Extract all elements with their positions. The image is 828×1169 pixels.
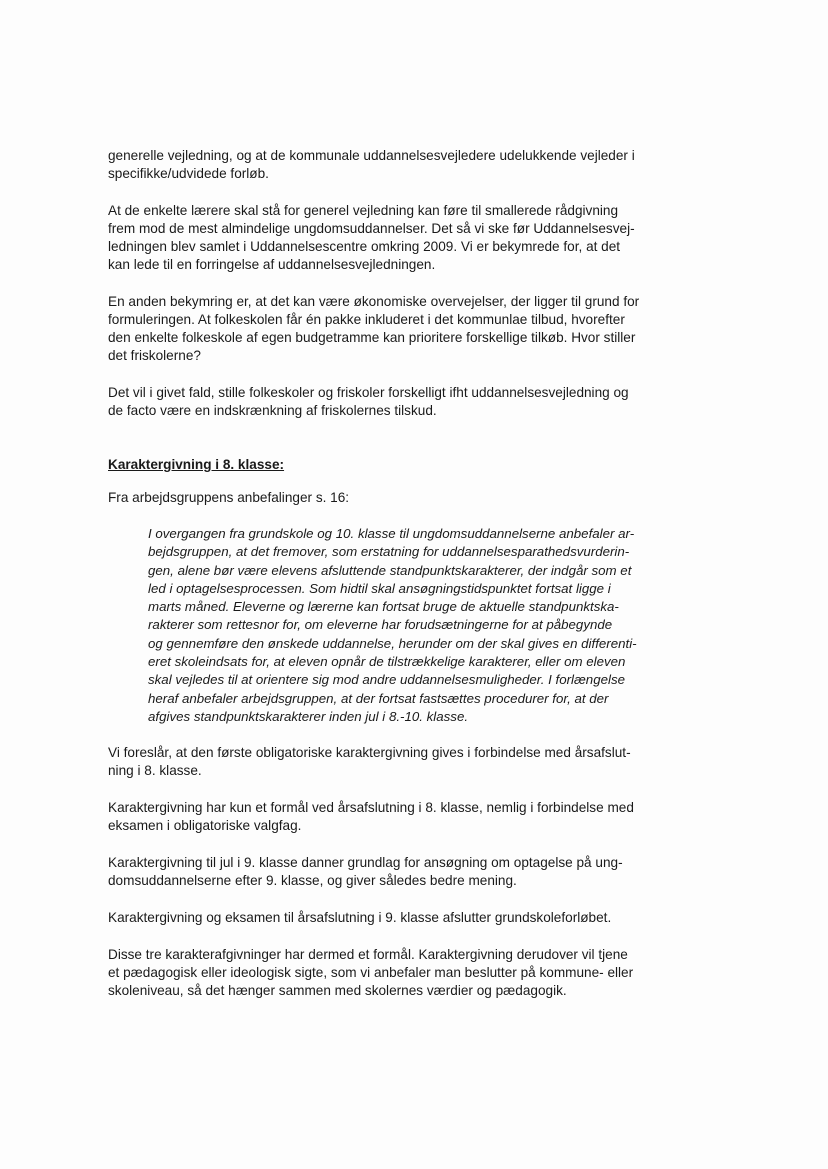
paragraph-formaal-8-klasse [108, 799, 668, 835]
quote-line: gen, alene bør være elevens afsluttende standpunktskarakterer, der indgår som et [148, 562, 632, 578]
quote-line: afgives standpunktskarakterer inden jul i 8.-10. klasse. [148, 708, 469, 724]
text-line: Disse tre karakterafgivninger har dermed et formål. Karaktergivning derudover vil tjene [108, 947, 628, 963]
quote-line: skal vejledes til at orientere sig mod andre uddannelsesmuligheder. I forlængelse [148, 672, 625, 688]
paragraph-jul-9-klasse [108, 854, 668, 890]
paragraph-generel-vejledning [108, 202, 668, 274]
text-line: At de enkelte lærere skal stå for generel vejledning kan føre til smallerede rådgivning [108, 203, 619, 218]
quote-line: marts måned. Eleverne og lærerne kan fortsat bruge de aktuelle standpunktska- [148, 599, 619, 615]
text-line: Vi foreslår, at den første obligatoriske karaktergivning gives i forbindelse med årsafslut- [108, 745, 631, 761]
text-line: det friskolerne? [108, 348, 201, 363]
text-line: En anden bekymring er, at det kan være økonomiske overvejelser, der ligger til grund for [108, 294, 640, 309]
quote-line: led i optagelsesprocessen. Som hidtil skal ansøgningstidspunktet fortsat ligge i [148, 580, 611, 596]
text-line: ning i 8. klasse. [108, 763, 202, 779]
paragraph-tre-karakterafgivninger [108, 946, 668, 1000]
text-line: den enkelte folkeskole af egen budgetramme kan prioritere forskellige tilkøb. Hvor stiller [108, 330, 636, 345]
paragraph-eksamen-9-klasse [108, 909, 668, 927]
text-line: kan lede til en forringelse af uddannelsesvejledningen. [108, 257, 436, 272]
text-line: Det vil i givet fald, stille folkeskoler og friskoler forskelligt ifht uddannelsesvejledning og [108, 385, 629, 400]
text-line: specifikke/udvidede forløb. [108, 166, 269, 181]
document-body [108, 147, 668, 1019]
text-line: frem mod de mest almindelige ungdomsuddannelser. Det så vi ske før Uddannelsesvej- [108, 221, 635, 236]
quote-line: eret skoleindsats for, at eleven opnår de tilstrækkelige karakterer, eller om eleven [148, 654, 626, 670]
text-line: ledningen blev samlet i Uddannelsescentre omkring 2009. Vi er bekymrede for, at det [108, 239, 621, 254]
quote-line: bejdsgruppen, at det fremover, som erstatning for uddannelsesparathedsvurderin- [148, 544, 630, 560]
block-quote [148, 525, 668, 726]
paragraph-forslag-8-klasse [108, 744, 668, 780]
quote-line: rakterer som rettesnor for, om eleverne har forudsætningerne for at påbegynde [148, 617, 613, 633]
quote-line: heraf anbefaler arbejdsgruppen, at der fortsat fastsættes procedurer for, at der [148, 690, 609, 706]
text-line: generelle vejledning, og at de kommunale uddannelsesvejledere udelukkende vejleder i [108, 148, 635, 163]
text-line: formuleringen. At folkeskolen får én pakke inkluderet i det kommunlae tilbud, hvorefter [108, 312, 625, 327]
paragraph-vejledning-continuation [108, 147, 668, 183]
text-line: Karaktergivning og eksamen til årsafslutning i 9. klasse afslutter grundskoleforløbet. [108, 910, 612, 926]
text-line: Karaktergivning har kun et formål ved årsafslutning i 8. klasse, nemlig i forbindelse med [108, 800, 634, 816]
text-line: de facto være en indskrænkning af friskolernes tilskud. [108, 403, 437, 418]
text-line: et pædagogisk eller ideologisk sigte, som vi anbefaler man beslutter på kommune- eller [108, 965, 634, 981]
text-line: skoleniveau, så det hænger sammen med skolernes værdier og pædagogik. [108, 983, 567, 999]
quote-line: I overgangen fra grundskole og 10. klasse til ungdomsuddannelserne anbefaler ar- [148, 526, 635, 541]
text-line: domsuddannelserne efter 9. klasse, og giver således bedre mening. [108, 873, 517, 889]
quote-intro: Fra arbejdsgruppens anbefalinger s. 16: [108, 490, 350, 505]
text-line: Karaktergivning til jul i 9. klasse danner grundlag for ansøgning om optagelse på ung- [108, 855, 623, 871]
text-line: eksamen i obligatoriske valgfag. [108, 818, 302, 834]
section-heading: Karaktergivning i 8. klasse: [108, 457, 285, 472]
paragraph-oekonomiske-overvejelser [108, 293, 668, 365]
paragraph-friskoler-tilskud [108, 384, 668, 420]
quote-line: og gennemføre den ønskede uddannelse, herunder om der skal gives en differenti- [148, 635, 637, 651]
